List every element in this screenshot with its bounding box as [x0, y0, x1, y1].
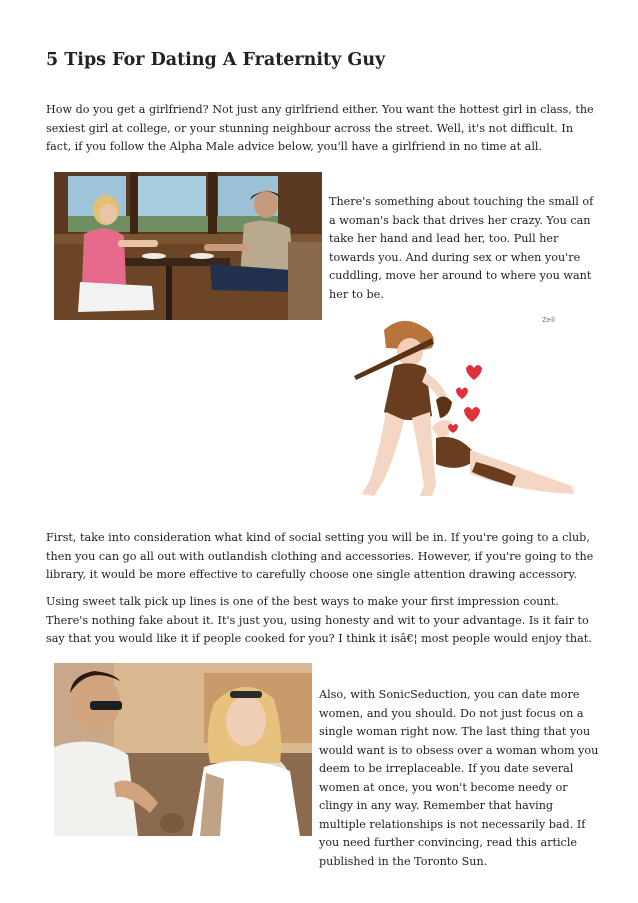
dancing-couple-illustration [340, 308, 588, 504]
sweet-talk-paragraph: Using sweet talk pick up lines is one of the best ways to make your first impression count. There's nothing fake about it. It's just you, using honesty and wit to your advantage. Is it fair to say that you would like it if people cooked for you? I think it isâ€¦ most people would enjoy that. [46, 595, 592, 645]
dating-advice-text: Also, with SonicSeduction, you can date more women, and you should. Do not just focus on a single woman right now. The last thing that you would want is to obsess over a woman whom you deem to be irreplaceable. If you date several women at once, you won't become needy or clingy in any way. Remember that having multiple relationships is not necessarily bad. If you need further convincing, read this article published in the Toronto Sun. [319, 688, 599, 868]
intro-paragraph: How do you get a girlfriend? Not just any girlfriend either. You want the hottest girl in class, the sexiest girl at college, or your stunning neighbour across the street. Well, it's not difficult. In fact, if you follow the Alpha Male advice below, you'll have a girlfriend in no time at all. [46, 103, 594, 153]
illustration-signature: Zell [542, 316, 555, 324]
touch-tip-text: There's something about touching the small of a woman's back that drives her crazy. You can take her hand and lead her, too. Pull her towards you. And during sex or when you're cuddling, move her around to where you want her to be. [329, 195, 594, 301]
page-title: 5 Tips For Dating A Fraternity Guy [46, 50, 386, 70]
social-setting-paragraph: First, take into consideration what kind of social setting you will be in. If you're going to a club, then you can go all out with outlandish clothing and accessories. However, if you're going to the library, it would be more effective to carefully choose one single attention drawing accessory. [46, 531, 594, 581]
cafe-couple-photo [54, 663, 312, 836]
restaurant-date-photo [54, 172, 322, 320]
